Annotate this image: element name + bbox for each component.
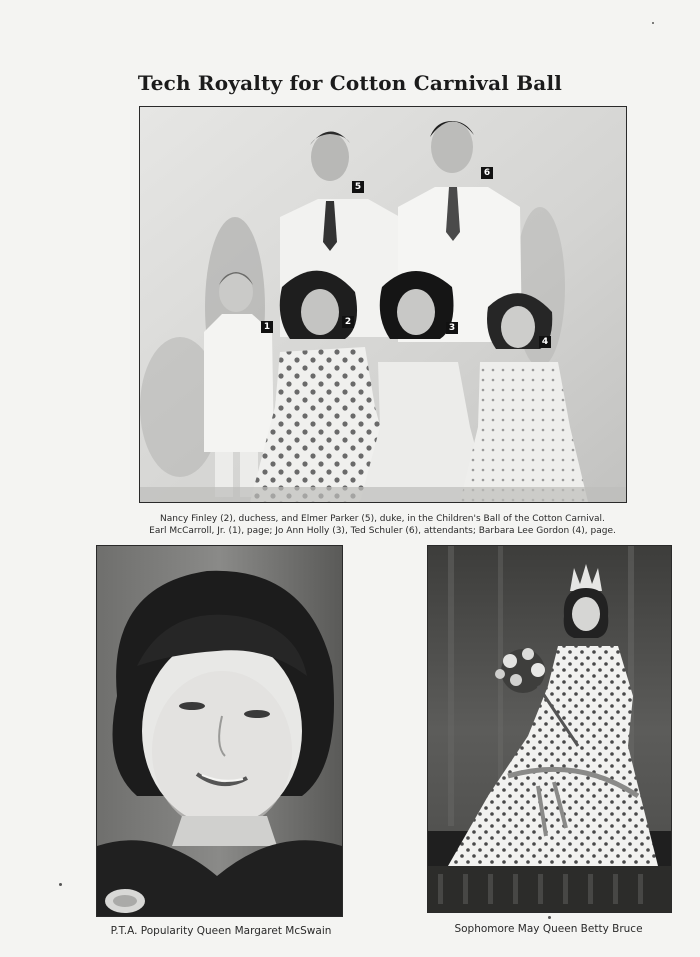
- marker-1: 1: [261, 321, 273, 333]
- group-photo-caption: [100, 513, 665, 537]
- scan-speck: [652, 22, 654, 24]
- group-photo: [139, 106, 627, 503]
- marker-3: 3: [446, 322, 458, 334]
- marker-6: 6: [481, 167, 493, 179]
- marker-4: 4: [539, 336, 551, 348]
- queen-photo: [427, 545, 672, 913]
- scan-speck: [59, 883, 62, 886]
- scan-speck: [548, 916, 551, 919]
- page-title: Tech Royalty for Cotton Carnival Ball: [137, 71, 563, 95]
- group-photo-image: [140, 107, 626, 502]
- marker-5: 5: [352, 181, 364, 193]
- queen-photo-image: [428, 546, 671, 912]
- marker-2: 2: [342, 316, 354, 328]
- portrait-photo: [96, 545, 343, 917]
- queen-caption: Sophomore May Queen Betty Bruce: [454, 923, 643, 935]
- portrait-photo-image: [97, 546, 342, 916]
- caption-line-1: Nancy Finley (2), duchess, and Elmer Parker (5), duke, in the Children's Ball of the Cotton Carnival.: [160, 514, 605, 524]
- portrait-caption: P.T.A. Popularity Queen Margaret McSwain: [110, 925, 332, 937]
- caption-line-2: Earl McCarroll, Jr. (1), page; Jo Ann Holly (3), Ted Schuler (6), attendants; Barbara Lee Gordon (4), page.: [149, 526, 616, 536]
